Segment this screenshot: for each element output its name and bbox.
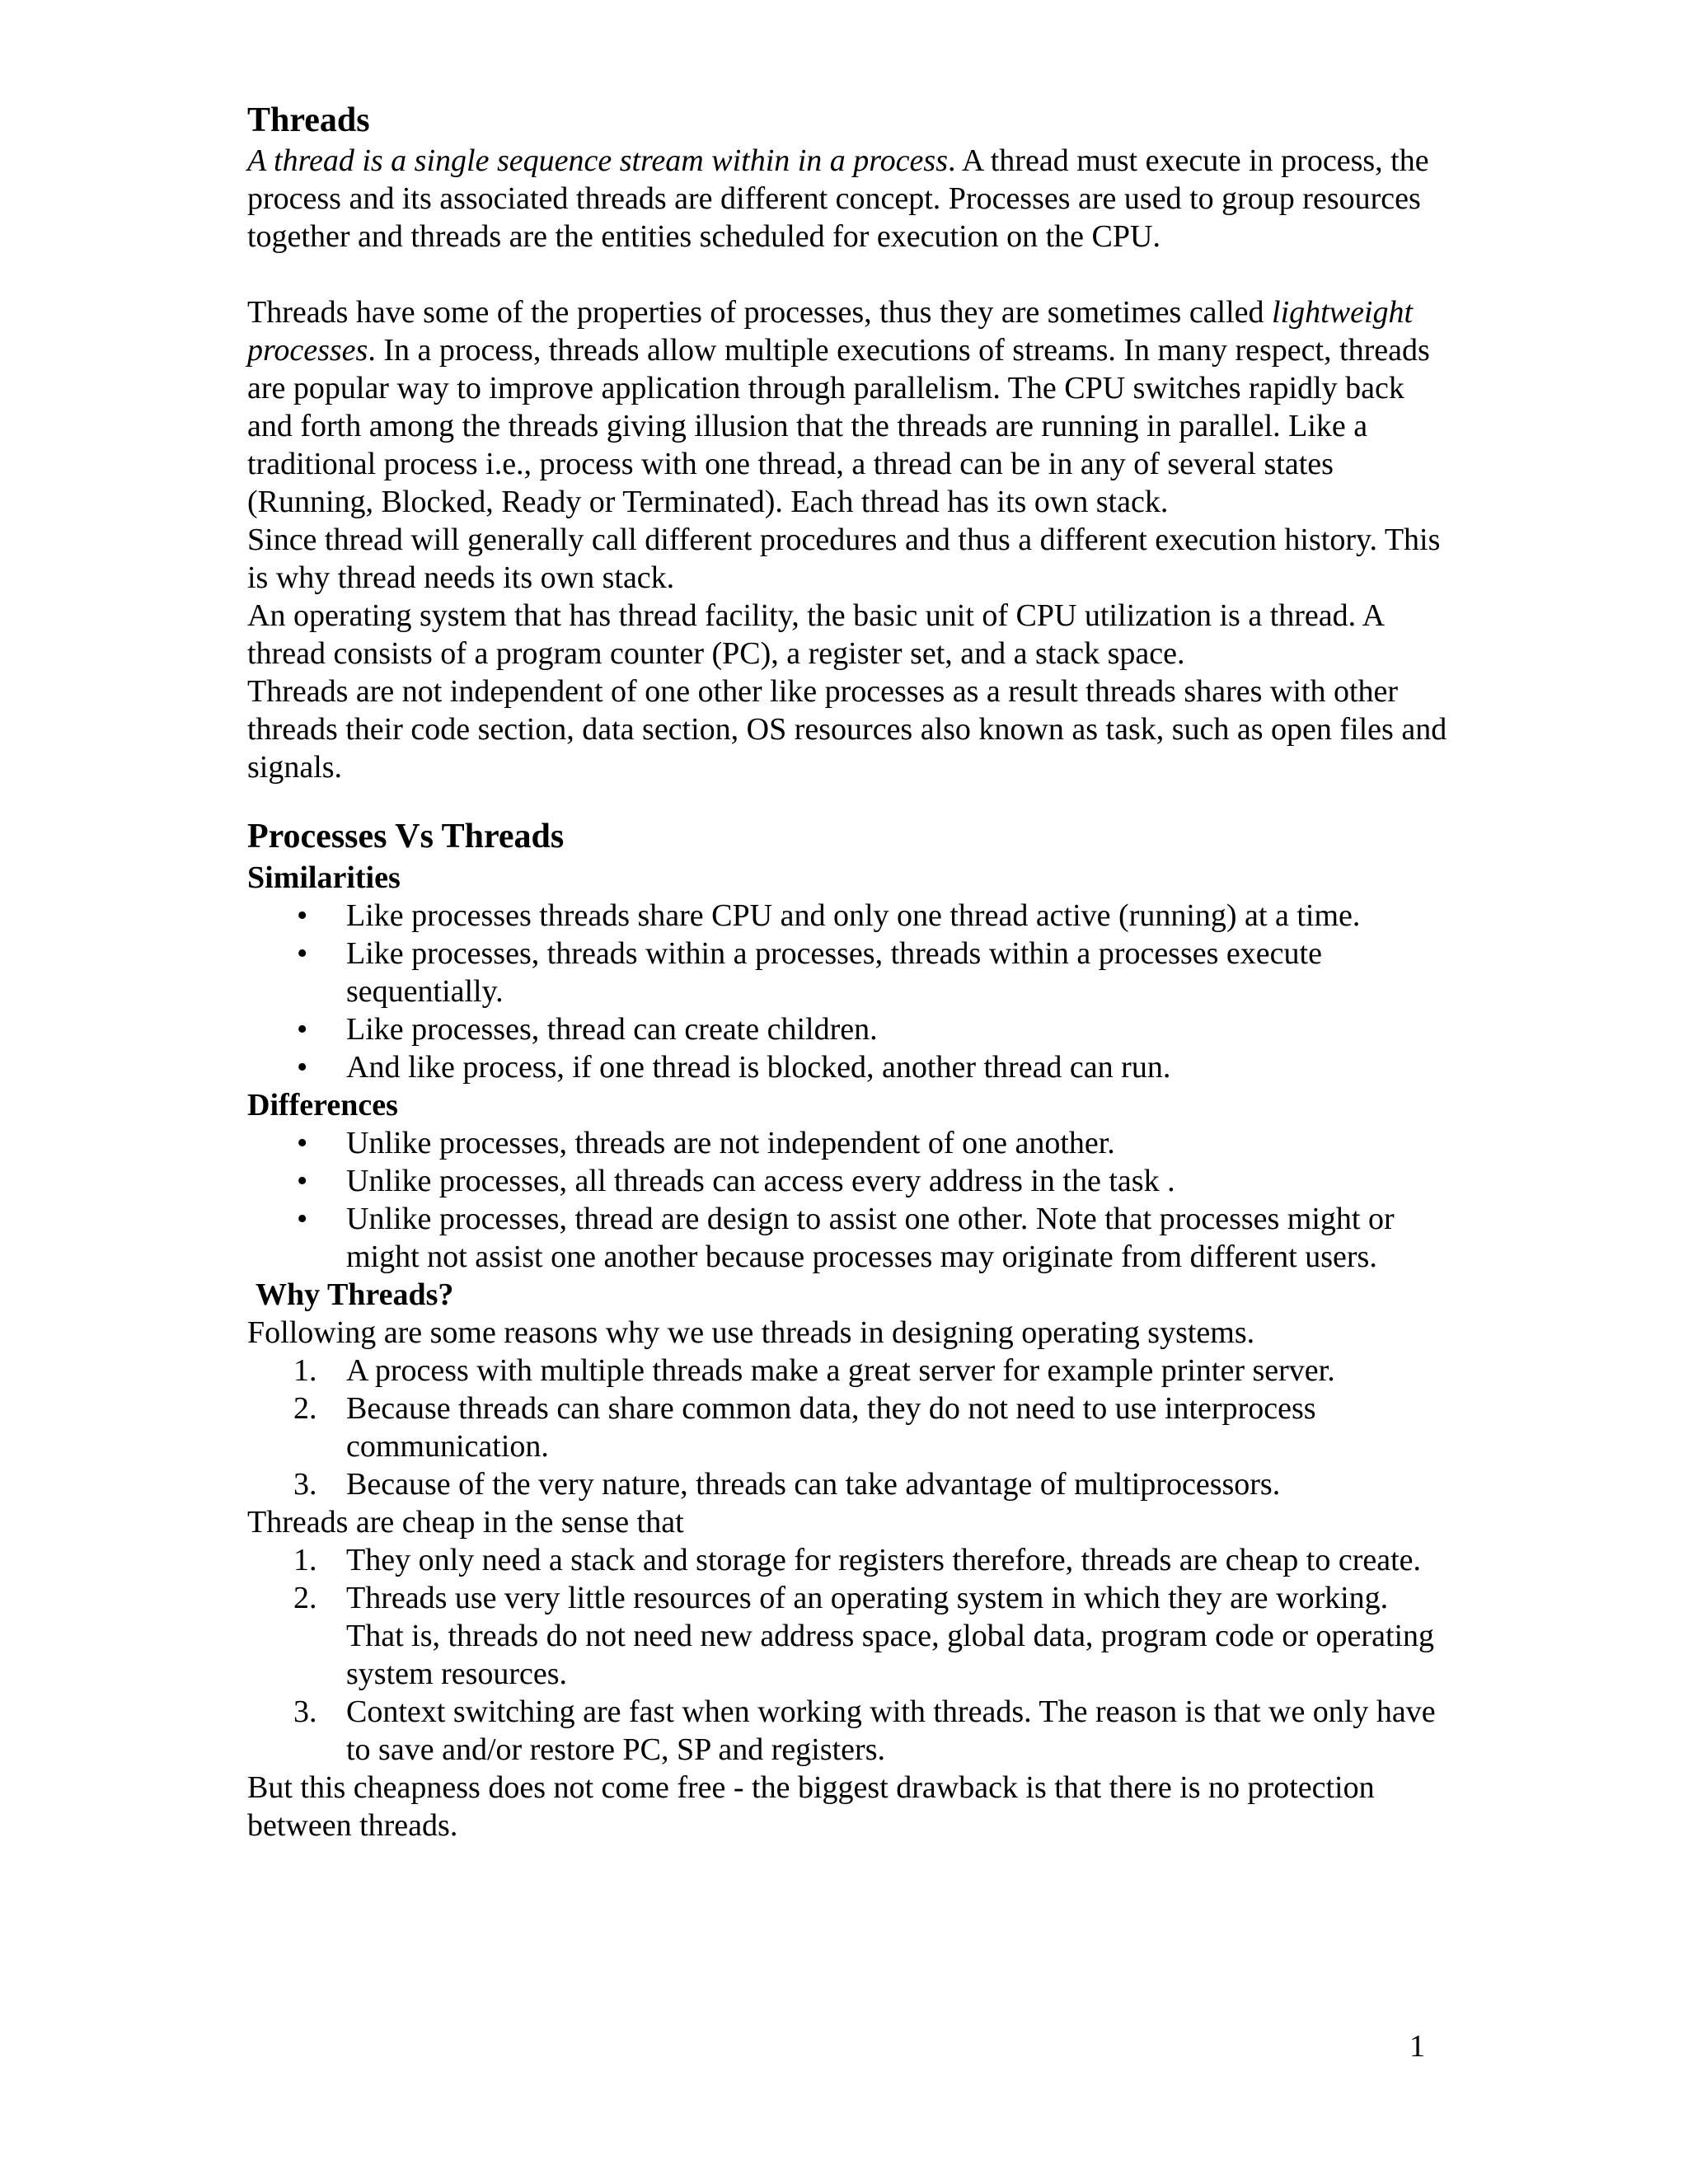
bullet-icon: •: [297, 1012, 308, 1047]
bullet-icon: •: [297, 1202, 308, 1236]
bullet-icon: •: [297, 936, 308, 971]
list-number: 2.: [293, 1581, 317, 1615]
list-number: 3.: [293, 1694, 317, 1729]
list-number: 2.: [293, 1391, 317, 1426]
para2-rest: . In a process, threads allow multiple executions of streams. In many respect, threads are popular way to improve application through parallelism. The CPU switches rapidly back and forth among the threads giving illusion that the threads are running in parallel. Like a traditional process i.e., process with one thread, a thread can be in any of several states (Running, Blocked, Ready or Terminated). Each thread has its own stack.: [247, 333, 1430, 519]
differences-heading: Differences: [247, 1088, 398, 1122]
cheap-list: [247, 1541, 1451, 1769]
why-threads-intro: Following are some reasons why we use threads in designing operating systems.: [247, 1315, 1255, 1350]
intro-italic: A thread is a single sequence stream within in a process: [247, 143, 948, 178]
list-item: 2. Because threads can share common data, they do not need to use interprocess communication.: [293, 1391, 1316, 1464]
page-number: 1: [1409, 2029, 1425, 2064]
paragraph-stack: Since thread will generally call different procedures and thus a different execution history. This is why thread needs its own stack.: [247, 523, 1441, 595]
spacer: [247, 786, 1451, 814]
list-item: 1. They only need a stack and storage for registers therefore, threads are cheap to create.: [293, 1543, 1422, 1577]
bullet-icon: •: [297, 898, 308, 933]
closing-paragraph: But this cheapness does not come free - the biggest drawback is that there is no protection between threads.: [247, 1770, 1375, 1843]
similarities-list: [247, 897, 1451, 1086]
paragraph-lightweight: [247, 293, 1451, 521]
why-threads-heading: Why Threads?: [256, 1277, 454, 1312]
section-title: Processes Vs Threads: [247, 818, 565, 855]
list-item: • Unlike processes, thread are design to assist one other. Note that processes might or might not assist one another because processes may originate from different users.: [297, 1202, 1395, 1274]
intro-text: . A thread must execute in process, the process and its associated threads are different concept. Processes are used to group resources together and threads are the entities scheduled for execution on the CPU.: [247, 143, 1429, 254]
list-item: 3. Context switching are fast when working with threads. The reason is that we only have to save and/or restore PC, SP and registers.: [293, 1694, 1436, 1767]
list-item: • Unlike processes, all threads can access every address in the task .: [297, 1164, 1175, 1198]
cheap-intro: Threads are cheap in the sense that: [247, 1505, 684, 1540]
bullet-icon: •: [297, 1126, 308, 1160]
page-content: [247, 99, 1451, 1844]
similarities-heading: Similarities: [247, 860, 401, 895]
differences-list: [247, 1124, 1451, 1276]
list-item: • And like process, if one thread is blocked, another thread can run.: [297, 1050, 1171, 1085]
spacer: [247, 255, 1451, 293]
para2-italic: lightweight processes: [247, 295, 1414, 368]
page-title: Threads: [247, 101, 370, 139]
list-number: 3.: [293, 1467, 317, 1502]
bullet-icon: •: [297, 1050, 308, 1085]
list-number: 1.: [293, 1543, 317, 1577]
list-item: • Like processes, threads within a processes, threads within a processes execute sequentially.: [297, 936, 1322, 1009]
list-item: 1. A process with multiple threads make a great server for example printer server.: [293, 1353, 1335, 1388]
paragraph-cpu-utilization: An operating system that has thread facility, the basic unit of CPU utilization is a thread. A thread consists of a program counter (PC), a register set, and a stack space.: [247, 598, 1383, 671]
intro-paragraph: [247, 142, 1451, 255]
list-item: • Like processes, thread can create children.: [297, 1012, 878, 1047]
list-item: 2. Threads use very little resources of an operating system in which they are working. That is, threads do not need new address space, global data, program code or operating system resources.: [293, 1581, 1435, 1691]
why-threads-list: [247, 1352, 1451, 1503]
list-number: 1.: [293, 1353, 317, 1388]
para2-before: Threads have some of the properties of processes, thus they are sometimes called: [247, 295, 1273, 330]
list-item: • Unlike processes, threads are not independent of one another.: [297, 1126, 1115, 1160]
list-item: • Like processes threads share CPU and only one thread active (running) at a time.: [297, 898, 1361, 933]
paragraph-shared-resources: Threads are not independent of one other like processes as a result threads shares with other threads their code section, data section, OS resources also known as task, such as open files and signals.: [247, 674, 1447, 785]
list-item: 3. Because of the very nature, threads can take advantage of multiprocessors.: [293, 1467, 1281, 1502]
bullet-icon: •: [297, 1164, 308, 1198]
